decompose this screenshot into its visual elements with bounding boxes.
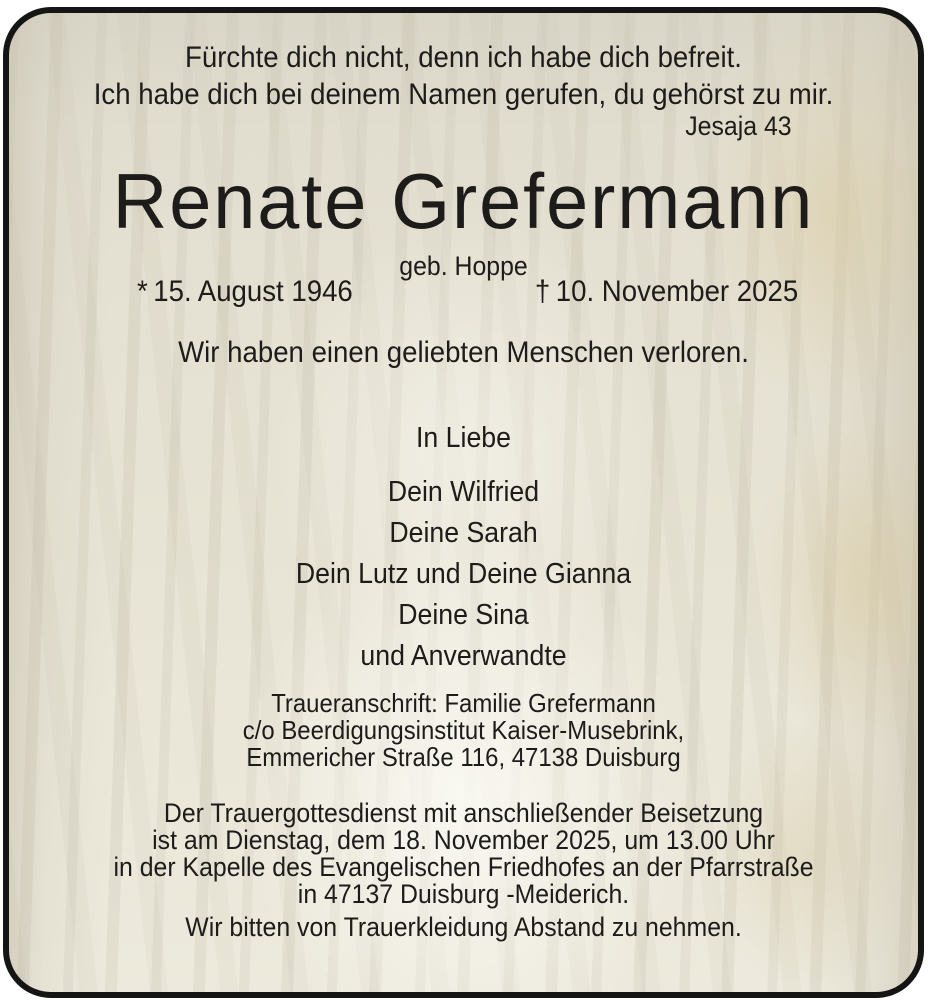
bible-quote bbox=[9, 39, 918, 113]
quote-source-block bbox=[9, 113, 918, 140]
mourner-line: und Anverwandte bbox=[360, 640, 567, 672]
condolence-address-block bbox=[9, 690, 918, 771]
mourner-line: Deine Sina bbox=[398, 599, 529, 631]
loss-statement: Wir haben einen geliebten Menschen verloren. bbox=[178, 336, 749, 369]
birth-date: * 15. August 1946 bbox=[137, 275, 353, 308]
quote-source: Jesaja 43 bbox=[685, 111, 792, 141]
service-info-line: in der Kapelle des Evangelischen Friedhofes an der Pfarrstraße bbox=[113, 852, 814, 882]
closing-request: Wir bitten von Trauerkleidung Abstand zu nehmen. bbox=[185, 912, 742, 942]
service-info-line: ist am Dienstag, dem 18. November 2025, um 13.00 Uhr bbox=[152, 825, 775, 855]
deceased-name-block bbox=[9, 159, 918, 243]
service-info-line: in 47137 Duisburg -Meiderich. bbox=[297, 879, 630, 909]
quote-line-1: Fürchte dich nicht, denn ich habe dich befreit. bbox=[185, 41, 742, 74]
mourner-line: Deine Sarah bbox=[389, 517, 538, 549]
maiden-name: geb. Hoppe bbox=[399, 251, 528, 281]
mourner-line: Dein Wilfried bbox=[387, 476, 540, 508]
death-date: † 10. November 2025 bbox=[534, 275, 798, 308]
condolence-address-line: Traueranschrift: Familie Grefermann bbox=[271, 688, 656, 718]
life-dates bbox=[9, 276, 918, 307]
service-info-line: Der Trauergottesdienst mit anschließender Beisetzung bbox=[163, 798, 764, 828]
obituary-card bbox=[3, 7, 924, 998]
mourners-list bbox=[9, 472, 918, 677]
quote-line-2: Ich habe dich bei deinem Namen gerufen, du gehörst zu mir. bbox=[93, 78, 834, 111]
condolence-address-line: c/o Beerdigungsinstitut Kaiser-Musebrink, bbox=[242, 715, 685, 745]
closing-request-block bbox=[9, 913, 918, 941]
mourner-line: Dein Lutz und Deine Gianna bbox=[295, 558, 632, 590]
deceased-name: Renate Grefermann bbox=[112, 157, 815, 245]
salutation: In Liebe bbox=[416, 422, 511, 454]
loss-statement-block bbox=[9, 337, 918, 368]
funeral-service-info-block bbox=[9, 800, 918, 908]
condolence-address-line: Emmericher Straße 116, 47138 Duisburg bbox=[246, 742, 681, 772]
salutation-block bbox=[9, 423, 918, 453]
